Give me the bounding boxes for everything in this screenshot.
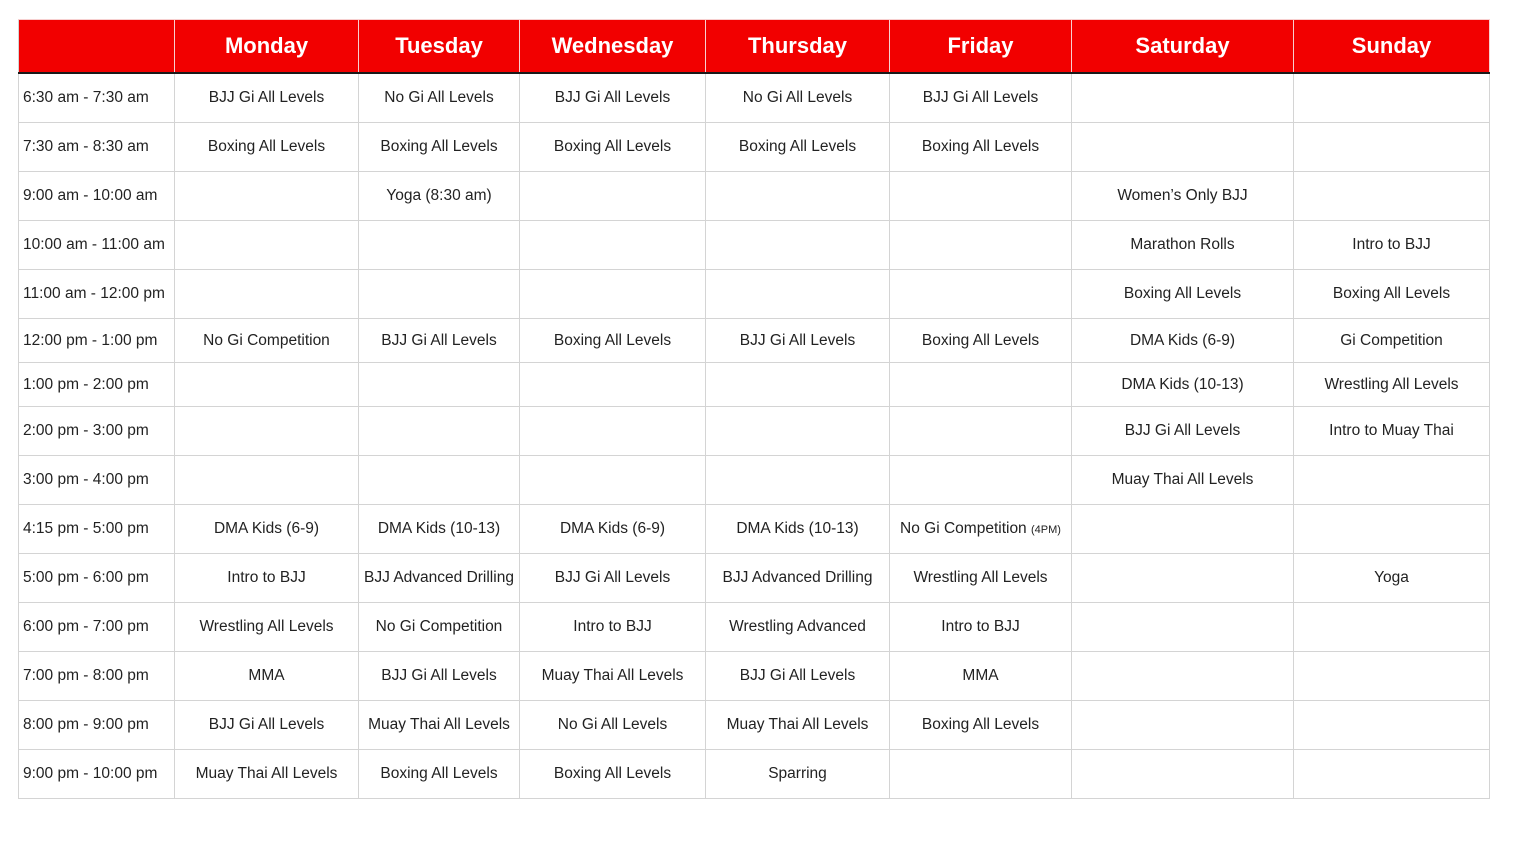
- schedule-row: [19, 505, 1490, 554]
- class-cell-friday: Boxing All Levels: [890, 701, 1072, 750]
- class-cell-tuesday: Boxing All Levels: [359, 750, 520, 799]
- schedule-row: [19, 456, 1490, 505]
- class-cell-saturday: BJJ Gi All Levels: [1072, 407, 1294, 456]
- class-cell-sunday: [1294, 456, 1490, 505]
- class-cell-tuesday: Yoga (8:30 am): [359, 172, 520, 221]
- class-cell-saturday: Muay Thai All Levels: [1072, 456, 1294, 505]
- class-cell-sunday: Wrestling All Levels: [1294, 363, 1490, 407]
- class-cell-tuesday: [359, 407, 520, 456]
- schedule-row: [19, 603, 1490, 652]
- day-header-wednesday: Wednesday: [520, 20, 706, 74]
- class-cell-tuesday: [359, 270, 520, 319]
- class-cell-friday: [890, 407, 1072, 456]
- schedule-table: [18, 19, 1490, 799]
- header-corner: [19, 20, 175, 74]
- class-cell-friday: [890, 270, 1072, 319]
- class-schedule: [18, 19, 1490, 799]
- class-cell-saturday: [1072, 750, 1294, 799]
- class-cell-monday: [175, 407, 359, 456]
- schedule-row: [19, 123, 1490, 172]
- class-cell-thursday: BJJ Gi All Levels: [706, 319, 890, 363]
- schedule-row: [19, 750, 1490, 799]
- class-cell-friday: [890, 363, 1072, 407]
- class-cell-monday: [175, 363, 359, 407]
- class-cell-sunday: [1294, 652, 1490, 701]
- class-cell-thursday: [706, 221, 890, 270]
- time-slot: 5:00 pm - 6:00 pm: [19, 554, 175, 603]
- class-cell-thursday: [706, 363, 890, 407]
- day-header-monday: Monday: [175, 20, 359, 74]
- schedule-row: [19, 270, 1490, 319]
- class-cell-friday: Intro to BJJ: [890, 603, 1072, 652]
- class-cell-sunday: Intro to BJJ: [1294, 221, 1490, 270]
- time-slot: 6:30 am - 7:30 am: [19, 73, 175, 123]
- time-slot: 12:00 pm - 1:00 pm: [19, 319, 175, 363]
- class-cell-sunday: [1294, 123, 1490, 172]
- class-cell-saturday: Boxing All Levels: [1072, 270, 1294, 319]
- class-cell-wednesday: BJJ Gi All Levels: [520, 554, 706, 603]
- class-cell-thursday: [706, 407, 890, 456]
- class-cell-thursday: No Gi All Levels: [706, 73, 890, 123]
- class-cell-friday: Boxing All Levels: [890, 319, 1072, 363]
- time-slot: 7:00 pm - 8:00 pm: [19, 652, 175, 701]
- class-cell-sunday: [1294, 505, 1490, 554]
- class-cell-monday: DMA Kids (6-9): [175, 505, 359, 554]
- class-cell-monday: Wrestling All Levels: [175, 603, 359, 652]
- class-cell-sunday: Boxing All Levels: [1294, 270, 1490, 319]
- class-cell-sunday: [1294, 750, 1490, 799]
- schedule-row: [19, 407, 1490, 456]
- class-cell-monday: BJJ Gi All Levels: [175, 73, 359, 123]
- class-cell-sunday: [1294, 172, 1490, 221]
- class-cell-saturday: [1072, 505, 1294, 554]
- class-cell-tuesday: [359, 456, 520, 505]
- class-cell-monday: Boxing All Levels: [175, 123, 359, 172]
- day-header-friday: Friday: [890, 20, 1072, 74]
- schedule-body: [19, 73, 1490, 799]
- class-cell-tuesday: No Gi Competition: [359, 603, 520, 652]
- day-header-saturday: Saturday: [1072, 20, 1294, 74]
- class-cell-sunday: Intro to Muay Thai: [1294, 407, 1490, 456]
- class-cell-tuesday: [359, 221, 520, 270]
- class-cell-friday: [890, 172, 1072, 221]
- class-cell-wednesday: Boxing All Levels: [520, 123, 706, 172]
- class-cell-saturday: DMA Kids (6-9): [1072, 319, 1294, 363]
- time-slot: 9:00 pm - 10:00 pm: [19, 750, 175, 799]
- class-cell-thursday: Muay Thai All Levels: [706, 701, 890, 750]
- class-time-note: (4PM): [1031, 524, 1061, 536]
- class-cell-wednesday: [520, 456, 706, 505]
- class-cell-wednesday: DMA Kids (6-9): [520, 505, 706, 554]
- class-cell-tuesday: BJJ Gi All Levels: [359, 319, 520, 363]
- day-header-sunday: Sunday: [1294, 20, 1490, 74]
- schedule-row: [19, 701, 1490, 750]
- class-cell-friday: Wrestling All Levels: [890, 554, 1072, 603]
- class-cell-thursday: [706, 270, 890, 319]
- schedule-row: [19, 652, 1490, 701]
- class-cell-monday: [175, 172, 359, 221]
- class-cell-thursday: [706, 456, 890, 505]
- class-cell-thursday: BJJ Advanced Drilling: [706, 554, 890, 603]
- class-cell-monday: No Gi Competition: [175, 319, 359, 363]
- class-cell-saturday: [1072, 73, 1294, 123]
- class-cell-tuesday: [359, 363, 520, 407]
- class-cell-sunday: Yoga: [1294, 554, 1490, 603]
- schedule-row: [19, 73, 1490, 123]
- class-cell-friday: [890, 456, 1072, 505]
- time-slot: 8:00 pm - 9:00 pm: [19, 701, 175, 750]
- class-cell-wednesday: Intro to BJJ: [520, 603, 706, 652]
- class-cell-sunday: Gi Competition: [1294, 319, 1490, 363]
- class-cell-sunday: [1294, 603, 1490, 652]
- class-cell-saturday: [1072, 603, 1294, 652]
- day-header-tuesday: Tuesday: [359, 20, 520, 74]
- class-cell-saturday: [1072, 652, 1294, 701]
- class-cell-monday: Intro to BJJ: [175, 554, 359, 603]
- class-cell-saturday: [1072, 701, 1294, 750]
- class-cell-thursday: Sparring: [706, 750, 890, 799]
- class-cell-tuesday: DMA Kids (10-13): [359, 505, 520, 554]
- time-slot: 4:15 pm - 5:00 pm: [19, 505, 175, 554]
- class-cell-tuesday: Muay Thai All Levels: [359, 701, 520, 750]
- class-cell-saturday: [1072, 123, 1294, 172]
- class-cell-wednesday: [520, 407, 706, 456]
- class-cell-wednesday: [520, 172, 706, 221]
- class-cell-saturday: Women’s Only BJJ: [1072, 172, 1294, 221]
- schedule-row: [19, 319, 1490, 363]
- time-slot: 7:30 am - 8:30 am: [19, 123, 175, 172]
- schedule-row: [19, 221, 1490, 270]
- class-cell-thursday: DMA Kids (10-13): [706, 505, 890, 554]
- time-slot: 1:00 pm - 2:00 pm: [19, 363, 175, 407]
- header-row: [19, 20, 1490, 74]
- schedule-row: [19, 554, 1490, 603]
- class-cell-tuesday: Boxing All Levels: [359, 123, 520, 172]
- class-cell-monday: MMA: [175, 652, 359, 701]
- class-cell-saturday: [1072, 554, 1294, 603]
- class-cell-saturday: DMA Kids (10-13): [1072, 363, 1294, 407]
- class-cell-sunday: [1294, 73, 1490, 123]
- class-cell-wednesday: [520, 221, 706, 270]
- class-cell-wednesday: Boxing All Levels: [520, 750, 706, 799]
- class-cell-tuesday: BJJ Advanced Drilling: [359, 554, 520, 603]
- class-cell-wednesday: Boxing All Levels: [520, 319, 706, 363]
- class-cell-friday: [890, 505, 1072, 554]
- class-cell-sunday: [1294, 701, 1490, 750]
- day-header-thursday: Thursday: [706, 20, 890, 74]
- schedule-row: [19, 172, 1490, 221]
- time-slot: 2:00 pm - 3:00 pm: [19, 407, 175, 456]
- class-cell-monday: BJJ Gi All Levels: [175, 701, 359, 750]
- class-cell-thursday: [706, 172, 890, 221]
- class-cell-tuesday: BJJ Gi All Levels: [359, 652, 520, 701]
- class-cell-monday: [175, 270, 359, 319]
- time-slot: 10:00 am - 11:00 am: [19, 221, 175, 270]
- class-cell-monday: [175, 456, 359, 505]
- class-cell-friday: [890, 221, 1072, 270]
- class-cell-wednesday: [520, 270, 706, 319]
- class-cell-monday: Muay Thai All Levels: [175, 750, 359, 799]
- class-cell-friday: BJJ Gi All Levels: [890, 73, 1072, 123]
- class-cell-thursday: Wrestling Advanced: [706, 603, 890, 652]
- class-cell-friday: Boxing All Levels: [890, 123, 1072, 172]
- class-cell-friday: MMA: [890, 652, 1072, 701]
- class-cell-thursday: BJJ Gi All Levels: [706, 652, 890, 701]
- class-cell-wednesday: Muay Thai All Levels: [520, 652, 706, 701]
- class-cell-wednesday: No Gi All Levels: [520, 701, 706, 750]
- class-cell-thursday: Boxing All Levels: [706, 123, 890, 172]
- class-cell-wednesday: BJJ Gi All Levels: [520, 73, 706, 123]
- class-name: No Gi Competition: [900, 520, 1027, 537]
- class-cell-monday: [175, 221, 359, 270]
- time-slot: 6:00 pm - 7:00 pm: [19, 603, 175, 652]
- class-cell-saturday: Marathon Rolls: [1072, 221, 1294, 270]
- class-cell-tuesday: No Gi All Levels: [359, 73, 520, 123]
- time-slot: 3:00 pm - 4:00 pm: [19, 456, 175, 505]
- class-cell-wednesday: [520, 363, 706, 407]
- time-slot: 11:00 am - 12:00 pm: [19, 270, 175, 319]
- time-slot: 9:00 am - 10:00 am: [19, 172, 175, 221]
- class-cell-friday: [890, 750, 1072, 799]
- schedule-row: [19, 363, 1490, 407]
